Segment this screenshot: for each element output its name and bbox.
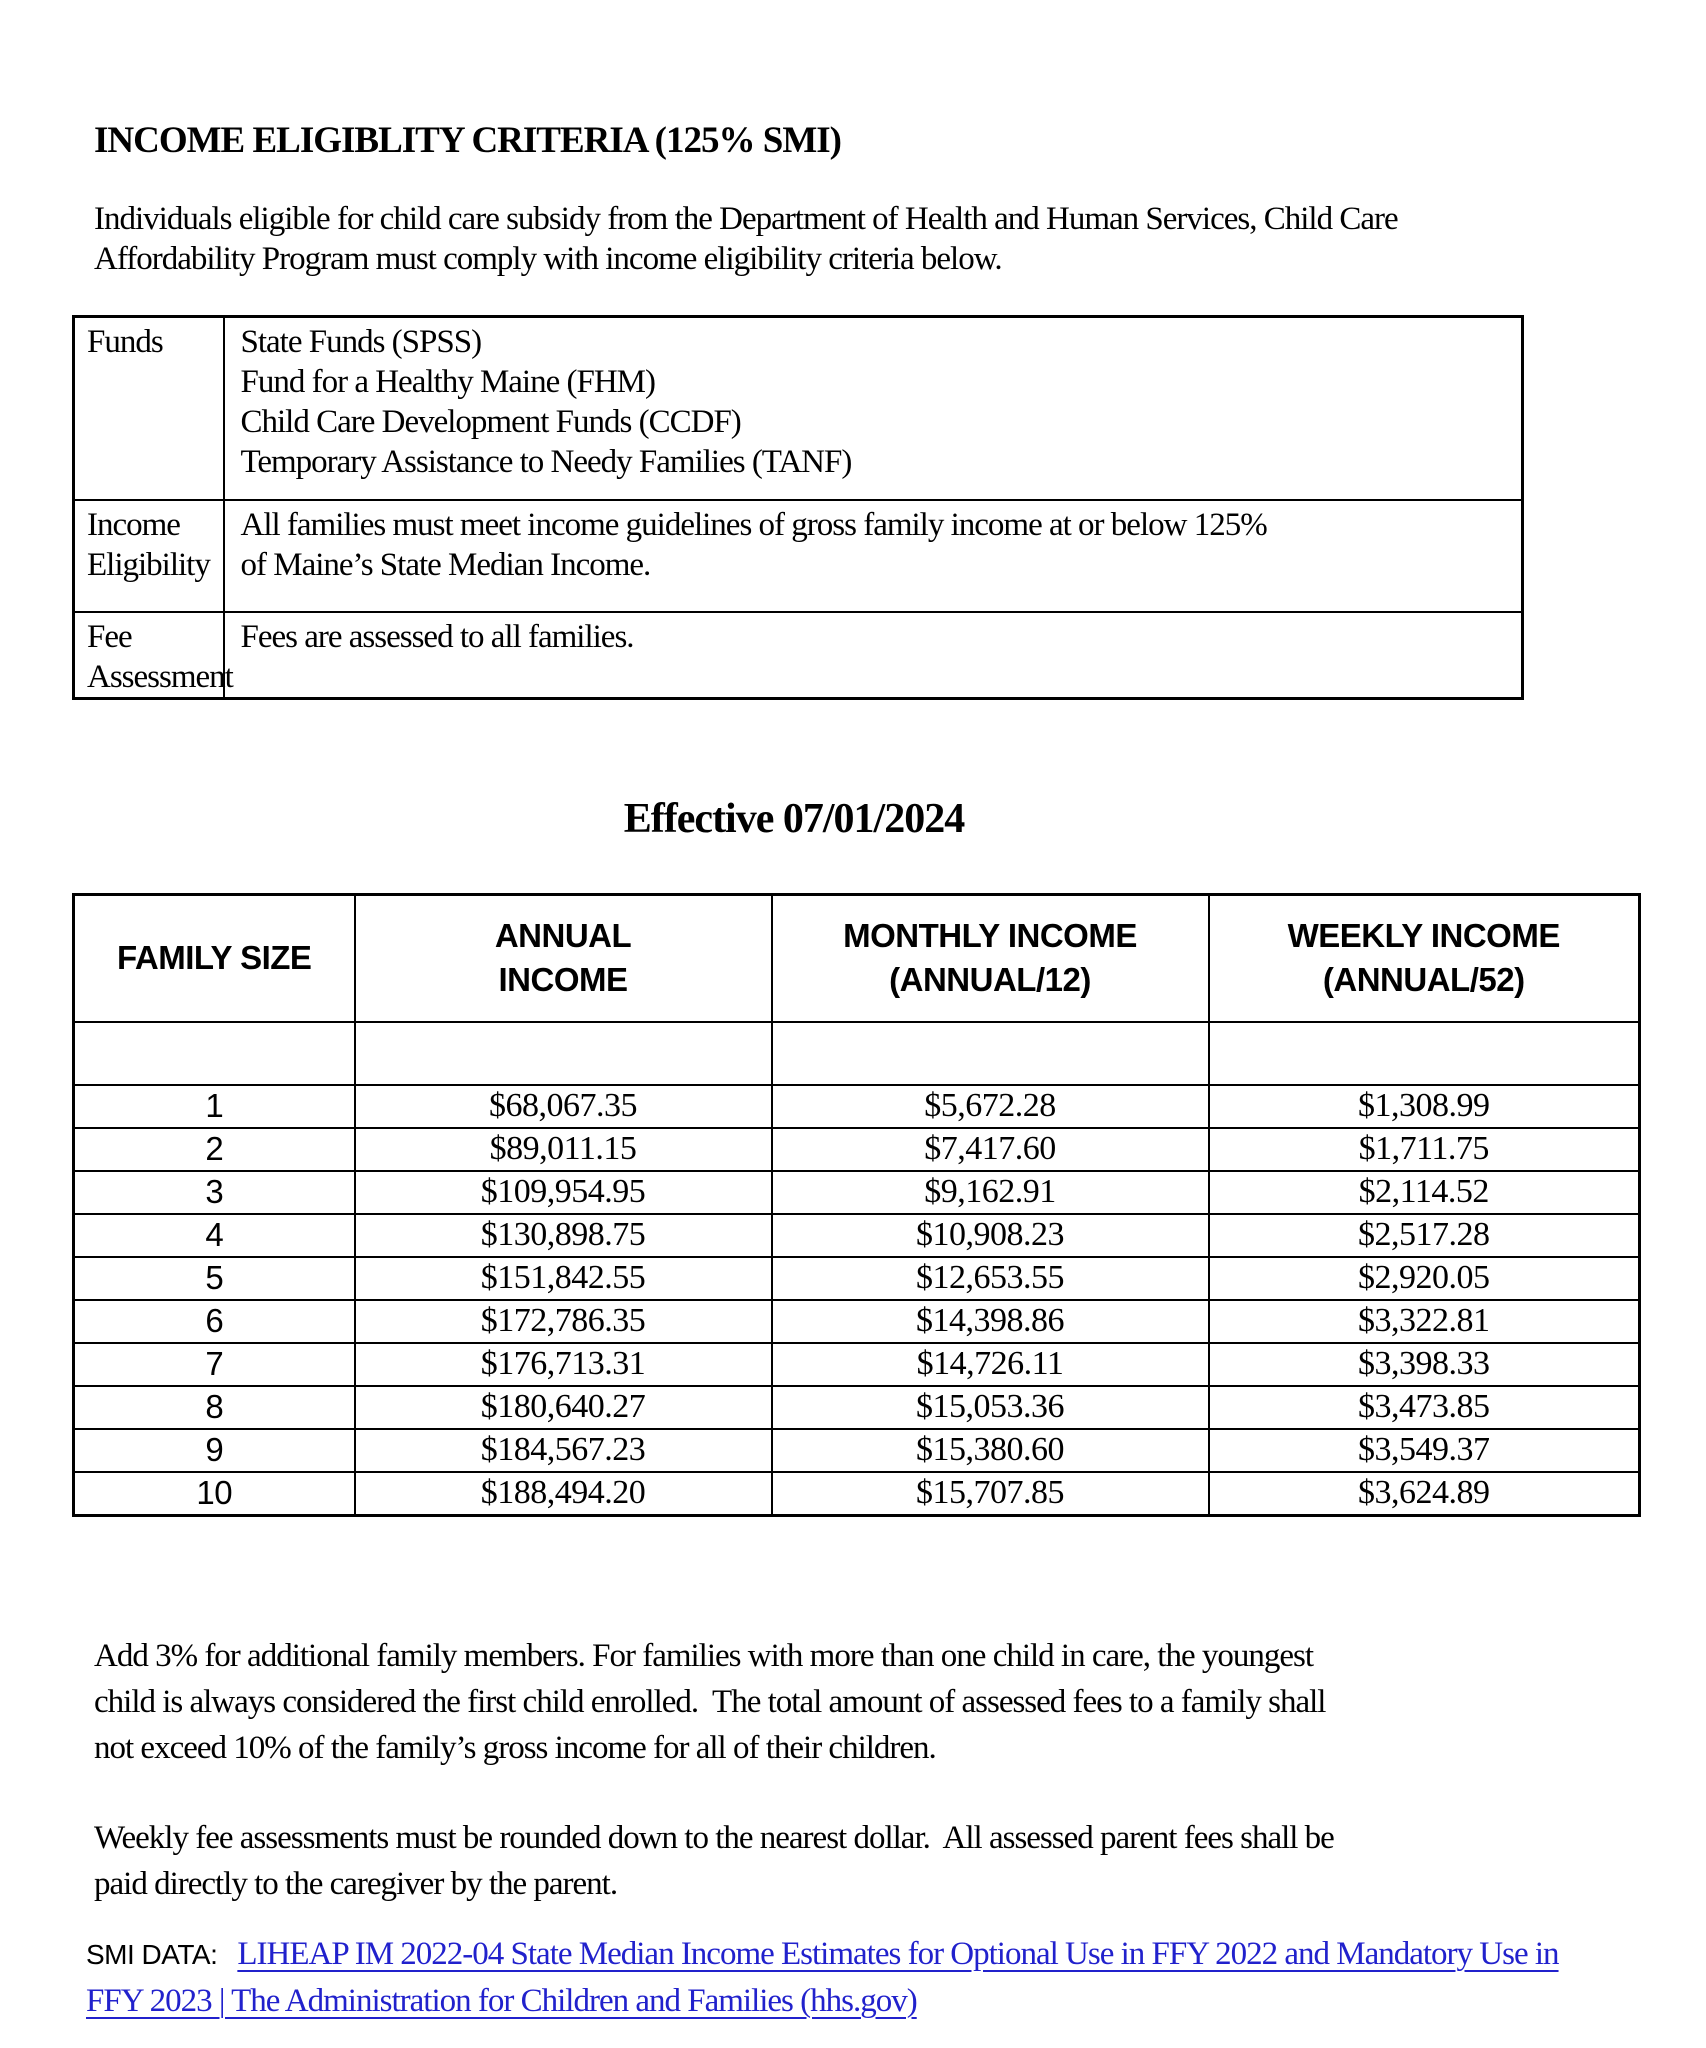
criteria-content-line: All families must meet income guidelines of gross family income at or below 125%	[240, 506, 1267, 543]
table-row	[74, 1257, 1640, 1300]
header-cell-annual-income	[355, 894, 772, 1022]
cell-weekly-income: $3,624.89	[1209, 1472, 1640, 1516]
cell-family-size: 2	[74, 1128, 355, 1171]
intro-paragraph	[94, 199, 1706, 279]
criteria-row-fee-assessment	[74, 612, 1523, 699]
header-line: INCOME	[498, 961, 628, 998]
fee-rounding-note	[94, 1815, 1706, 1907]
cell-monthly-income: $7,417.60	[772, 1128, 1209, 1171]
criteria-label-line: Income	[87, 506, 180, 543]
header-line: ANNUAL	[494, 917, 632, 954]
header-cell-family-size	[74, 894, 355, 1022]
criteria-label-line: Assessment	[87, 658, 233, 695]
cell-annual-income: $188,494.20	[355, 1472, 772, 1516]
effective-date-heading: Effective 07/01/2024	[623, 795, 965, 842]
cell-family-size: 4	[74, 1214, 355, 1257]
note-line: Add 3% for additional family members. For families with more than one child in care, the youngest	[94, 1637, 1314, 1674]
table-row	[74, 1085, 1640, 1128]
criteria-content-line: State Funds (SPSS)	[240, 324, 482, 360]
additional-members-note	[94, 1633, 1706, 1771]
cell-weekly-income: $2,517.28	[1209, 1214, 1640, 1257]
cell-annual-income: $89,011.15	[355, 1128, 772, 1171]
smi-line	[86, 1978, 1706, 2024]
criteria-content-line: Fund for a Healthy Maine (FHM)	[240, 364, 656, 400]
header-line: FAMILY SIZE	[117, 939, 312, 976]
note-line: Weekly fee assessments must be rounded down to the nearest dollar. All assessed parent fees shall be	[94, 1819, 1334, 1856]
cell-family-size: 8	[74, 1386, 355, 1429]
cell-annual-income: $176,713.31	[355, 1343, 772, 1386]
cell-family-size: 5	[74, 1257, 355, 1300]
cell-annual-income: $180,640.27	[355, 1386, 772, 1429]
cell-family-size: 7	[74, 1343, 355, 1386]
cell-monthly-income: $14,398.86	[772, 1300, 1209, 1343]
criteria-label-line: Funds	[87, 324, 163, 360]
cell-monthly-income: $14,726.11	[772, 1343, 1209, 1386]
criteria-label-cell	[74, 612, 233, 699]
cell-weekly-income: $3,549.37	[1209, 1429, 1640, 1472]
spacer-row	[74, 1022, 1640, 1085]
criteria-label-cell	[74, 500, 224, 612]
cell-monthly-income: $15,707.85	[772, 1472, 1209, 1516]
cell-family-size: 9	[74, 1429, 355, 1472]
cell-annual-income: $68,067.35	[355, 1085, 772, 1128]
table-row	[74, 1343, 1640, 1386]
income-table-header-row	[74, 894, 1640, 1022]
criteria-label-line: Eligibility	[87, 546, 210, 583]
cell-annual-income: $172,786.35	[355, 1300, 772, 1343]
header-line: (ANNUAL/12)	[889, 961, 1091, 998]
smi-data-paragraph	[86, 1931, 1706, 2024]
page-title: INCOME ELIGIBLITY CRITERIA (125% SMI)	[94, 120, 841, 161]
cell-family-size: 1	[74, 1085, 355, 1128]
cell-family-size: 3	[74, 1171, 355, 1214]
criteria-row-funds	[74, 317, 1523, 500]
cell-monthly-income: $10,908.23	[772, 1214, 1209, 1257]
header-line: MONTHLY INCOME	[843, 917, 1137, 954]
table-row	[74, 1214, 1640, 1257]
cell-monthly-income: $15,053.36	[772, 1386, 1209, 1429]
criteria-table	[72, 315, 1524, 700]
criteria-content-cell	[224, 500, 1523, 612]
cell-weekly-income: $3,322.81	[1209, 1300, 1640, 1343]
header-cell-weekly-income	[1209, 894, 1640, 1022]
smi-data-label: SMI DATA:	[86, 1938, 218, 1970]
cell-annual-income: $109,954.95	[355, 1171, 772, 1214]
cell-weekly-income: $3,398.33	[1209, 1343, 1640, 1386]
income-table	[72, 893, 1641, 1517]
table-row	[74, 1128, 1640, 1171]
cell-weekly-income: $2,920.05	[1209, 1257, 1640, 1300]
cell-weekly-income: $3,473.85	[1209, 1386, 1640, 1429]
cell-monthly-income: $15,380.60	[772, 1429, 1209, 1472]
criteria-label-cell	[74, 317, 224, 500]
cell-annual-income: $151,842.55	[355, 1257, 772, 1300]
header-line: WEEKLY INCOME	[1287, 917, 1560, 954]
cell-monthly-income: $5,672.28	[772, 1085, 1209, 1128]
criteria-content-line: Temporary Assistance to Needy Families (TANF)	[240, 444, 852, 480]
note-line: paid directly to the caregiver by the parent.	[94, 1865, 618, 1902]
header-line: (ANNUAL/52)	[1322, 961, 1525, 998]
criteria-content-line: Fees are assessed to all families.	[240, 618, 634, 655]
table-row	[74, 1429, 1640, 1472]
criteria-label-line: Fee	[87, 618, 132, 655]
cell-family-size: 6	[74, 1300, 355, 1343]
criteria-row-income-eligibility	[74, 500, 1523, 612]
smi-link[interactable]: FFY 2023 | The Administration for Children and Families (hhs.gov)	[86, 1982, 917, 2019]
empty-cell	[355, 1022, 772, 1085]
criteria-content-line: Child Care Development Funds (CCDF)	[240, 404, 741, 440]
note-line: child is always considered the first child enrolled. The total amount of assessed fees to a family shall	[94, 1683, 1326, 1720]
criteria-content-line: of Maine’s State Median Income.	[240, 546, 651, 583]
table-row	[74, 1386, 1640, 1429]
criteria-content-cell	[224, 317, 1523, 500]
smi-line	[86, 1931, 1706, 1978]
empty-cell	[74, 1022, 355, 1085]
cell-annual-income: $130,898.75	[355, 1214, 772, 1257]
empty-cell	[1209, 1022, 1640, 1085]
table-row	[74, 1171, 1640, 1214]
empty-cell	[772, 1022, 1209, 1085]
table-row	[74, 1300, 1640, 1343]
criteria-content-cell	[224, 612, 1523, 699]
cell-weekly-income: $2,114.52	[1209, 1171, 1640, 1214]
cell-annual-income: $184,567.23	[355, 1429, 772, 1472]
cell-monthly-income: $9,162.91	[772, 1171, 1209, 1214]
cell-weekly-income: $1,711.75	[1209, 1128, 1640, 1171]
header-cell-monthly-income	[772, 894, 1209, 1022]
cell-weekly-income: $1,308.99	[1209, 1085, 1640, 1128]
note-line: not exceed 10% of the family’s gross income for all of their children.	[94, 1729, 936, 1766]
cell-family-size: 10	[74, 1472, 355, 1516]
cell-monthly-income: $12,653.55	[772, 1257, 1209, 1300]
smi-link[interactable]: LIHEAP IM 2022-04 State Median Income Estimates for Optional Use in FFY 2022 and Mandatory Use in	[237, 1935, 1559, 1972]
table-row	[74, 1472, 1640, 1516]
intro-line: Affordability Program must comply with income eligibility criteria below.	[94, 241, 1002, 277]
intro-line: Individuals eligible for child care subsidy from the Department of Health and Human Services, Child Care	[94, 201, 1398, 237]
